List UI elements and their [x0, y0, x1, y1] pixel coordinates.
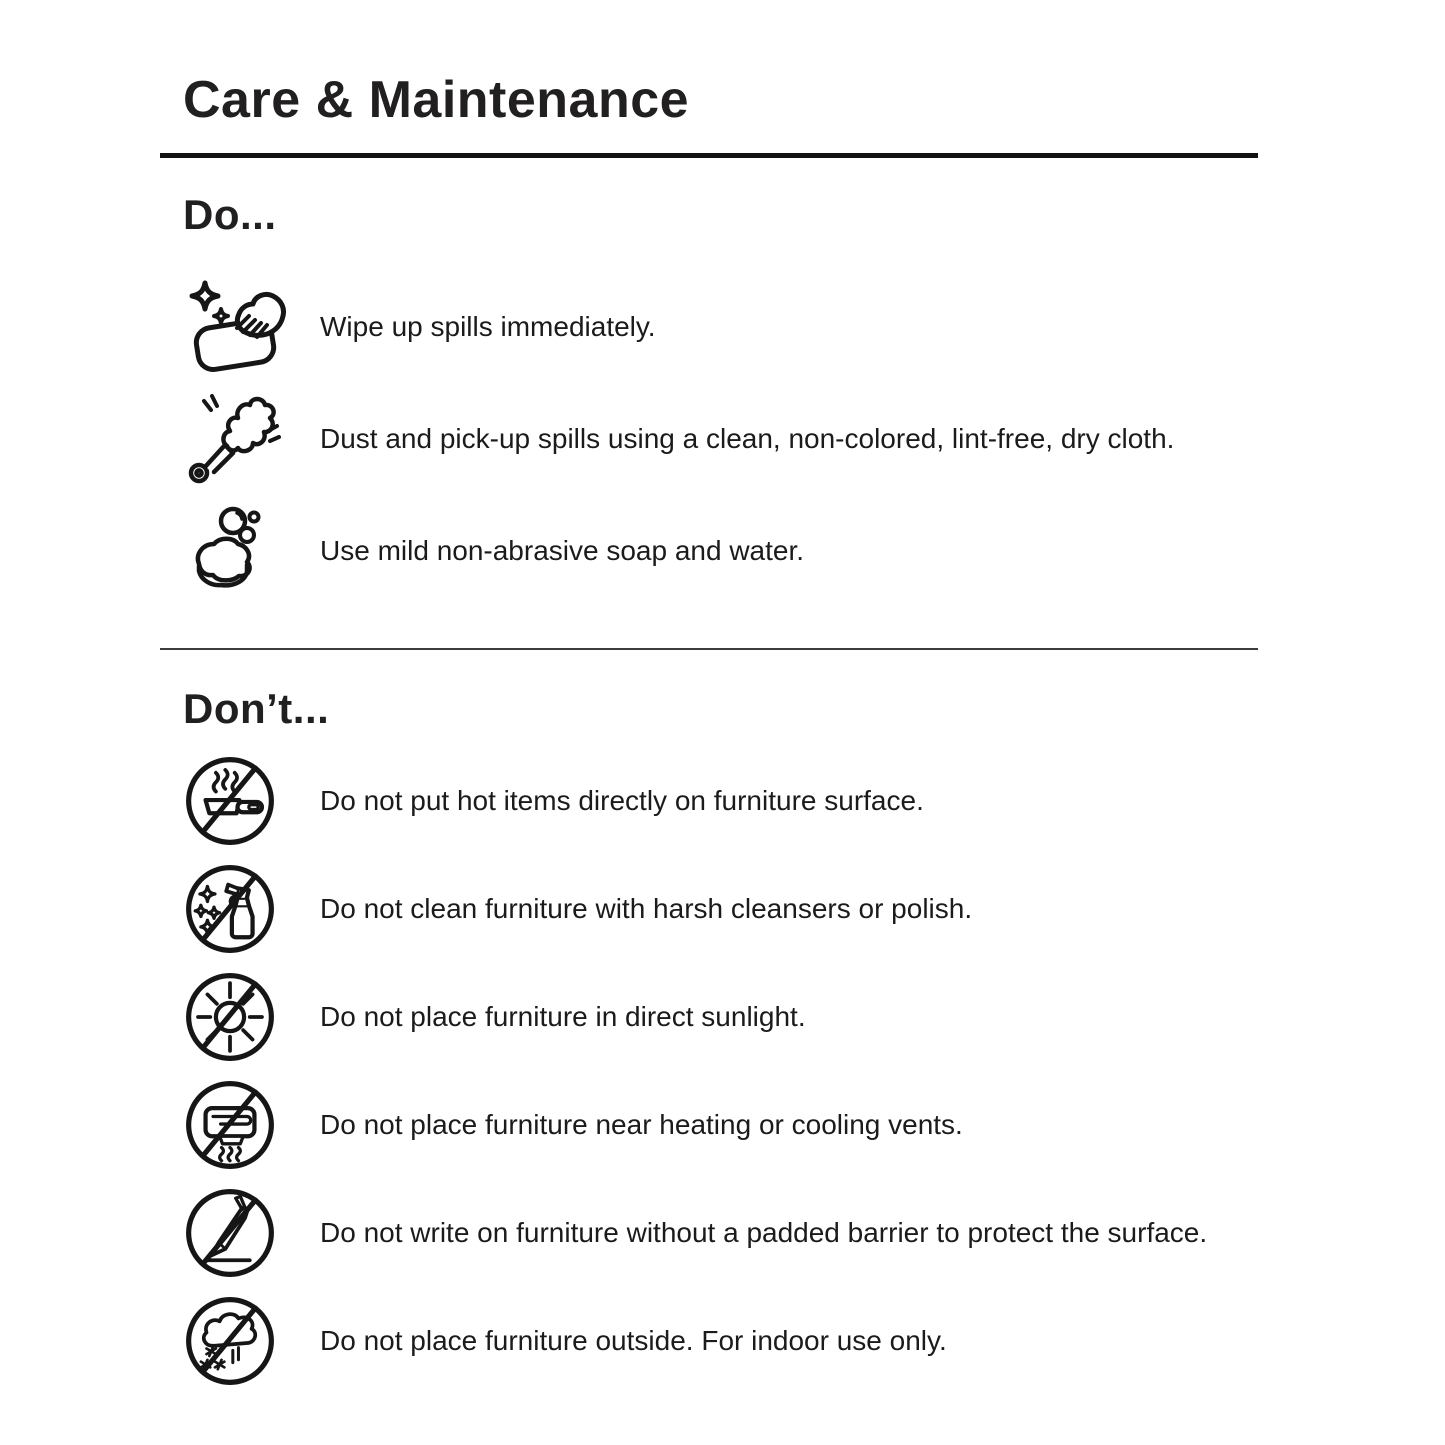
instruction-text: Do not place furniture outside. For indoor use only. [320, 1325, 947, 1357]
instruction-text: Do not put hot items directly on furniture surface. [320, 785, 924, 817]
instruction-text: Use mild non-abrasive soap and water. [320, 534, 805, 566]
no-harsh-cleansers-icon [183, 862, 320, 956]
no-hot-items-icon [183, 754, 320, 848]
instruction-text: Do not write on furniture without a padded barrier to protect the surface. [320, 1217, 1208, 1249]
list-item [183, 382, 1258, 494]
title-divider [160, 153, 1258, 158]
list-item [183, 855, 1258, 963]
sponge-icon [183, 502, 320, 598]
dont-section-heading: Don’t... [183, 685, 330, 733]
list-item [183, 494, 1258, 606]
page-title: Care & Maintenance [183, 71, 690, 129]
wipe-icon [183, 278, 320, 374]
section-divider [160, 648, 1258, 650]
no-outdoor-use-icon [183, 1294, 320, 1388]
no-heating-cooling-vents-icon [183, 1078, 320, 1172]
duster-icon [183, 388, 320, 488]
list-item [183, 1287, 1258, 1395]
do-section [183, 192, 1258, 606]
no-direct-sunlight-icon [183, 970, 320, 1064]
list-item [183, 1179, 1258, 1287]
do-section-heading: Do... [183, 191, 277, 239]
no-writing-icon [183, 1186, 320, 1280]
dont-section [183, 686, 1258, 1394]
instruction-text: Do not place furniture near heating or cooling vents. [320, 1109, 963, 1141]
instruction-text: Wipe up spills immediately. [320, 310, 656, 342]
list-item [183, 270, 1258, 382]
instruction-text: Do not clean furniture with harsh cleansers or polish. [320, 893, 973, 925]
list-item [183, 747, 1258, 855]
list-item [183, 963, 1258, 1071]
instruction-text: Do not place furniture in direct sunlight. [320, 1001, 806, 1033]
instruction-text: Dust and pick-up spills using a clean, non-colored, lint-free, dry cloth. [320, 422, 1175, 454]
list-item [183, 1071, 1258, 1179]
